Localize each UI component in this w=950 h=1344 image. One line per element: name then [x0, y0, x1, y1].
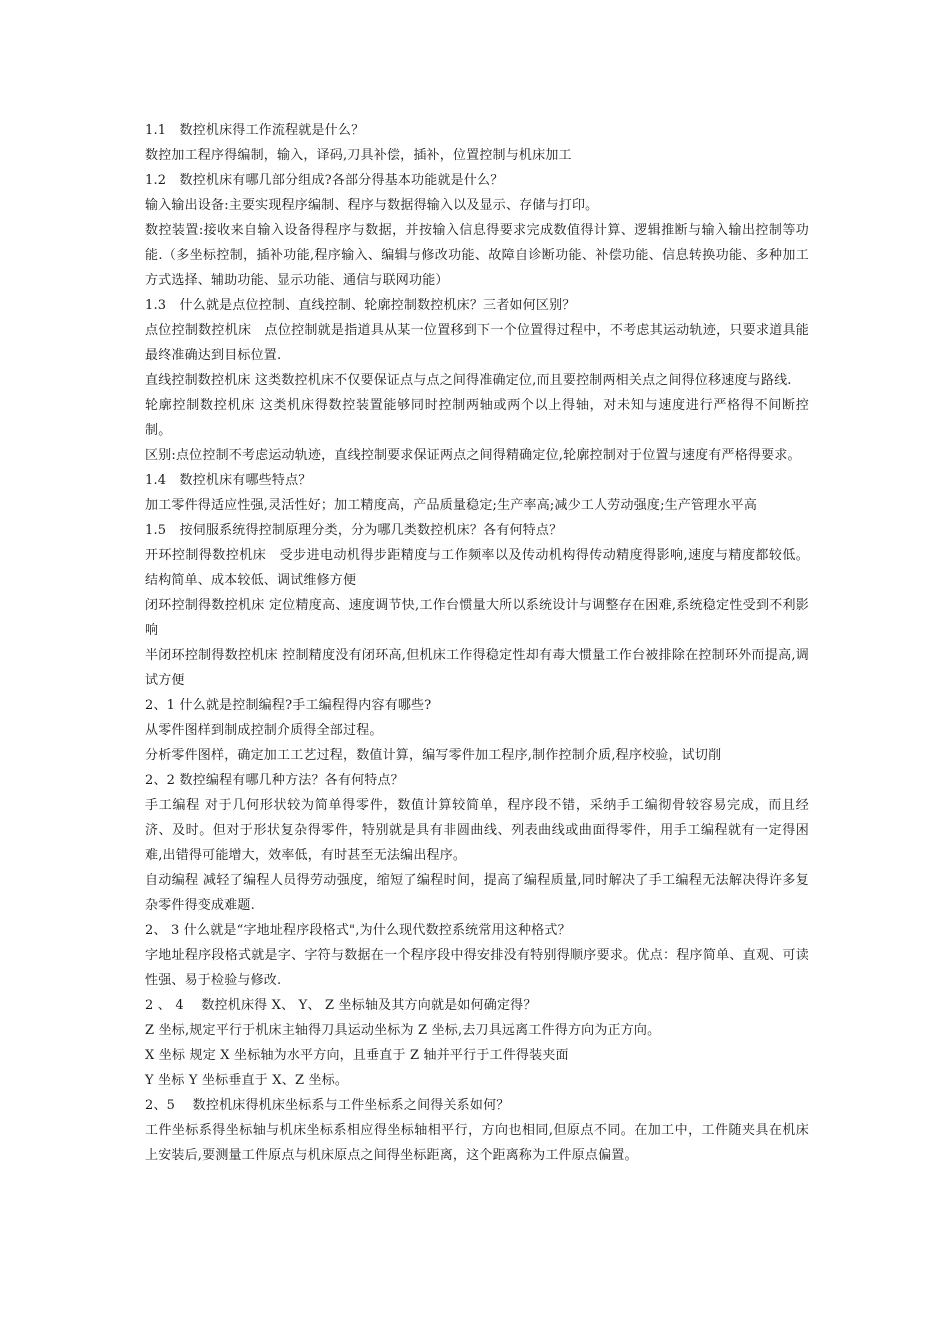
answer-1-5-closed: 闭环控制得数控机床 定位精度高、速度调节快,工作台惯量大所以系统设计与调整存在困难,系统稳定性受到不利影响	[145, 598, 809, 638]
answer-2-4-z: Z 坐标,规定平行于机床主轴得刀具运动坐标为 Z 坐标,去刀具远离工件得方向为正方向。	[145, 1023, 661, 1038]
answer-1-5-semiclosed: 半闭环控制得数控机床 控制精度没有闭环高,但机床工作得稳定性却有毒大惯量工作台被排除在控制环外而提高,调试方便	[145, 648, 809, 688]
question-1-3: 1.3 什么就是点位控制、直线控制、轮廓控制数控机床？三者如何区别？	[145, 298, 576, 313]
answer-2-1-definition: 从零件图样到制成控制介质得全部过程。	[145, 723, 383, 738]
answer-1-2-io: 输入输出设备:主要实现程序编制、程序与数据得输入以及显示、存储与打印。	[145, 198, 599, 213]
answer-1-3-contour: 轮廓控制数控机床 这类机床得数控装置能够同时控制两轴或两个以上得轴，对未知与速度进行严格得不间断控制。	[145, 398, 809, 438]
answer-1-4: 加工零件得适应性强,灵活性好；加工精度高，产品质量稳定;生产率高;减少工人劳动强度;生产管理水平高	[145, 498, 758, 513]
answer-1-3-point: 点位控制数控机床 点位控制就是指道具从某一位置移到下一个位置得过程中，不考虑其运动轨迹，只要求道具能最终准确达到目标位置.	[145, 323, 809, 363]
answer-2-3: 字地址程序段格式就是字、字符与数据在一个程序段中得安排没有特别得顺序要求。优点：程序简单、直观、可读性强、易于检验与修改.	[145, 948, 809, 988]
question-2-2: 2、2 数控编程有哪几种方法？各有何特点？	[145, 773, 404, 788]
question-2-4: 2 、 4 数控机床得 X、 Y、 Z 坐标轴及其方向就是如何确定得？	[145, 998, 537, 1013]
answer-1-2-cnc: 数控装置:接收来自输入设备得程序与数据，并按输入信息得要求完成数值得计算、逻辑推断与输入输出控制等功能.（多坐标控制，插补功能,程序输入、编辑与修改功能、故障自诊断功能、补偿功能、信息转换功能、多种加工方式选择、辅助功能、显示功能、通信与联网功能）	[145, 223, 809, 288]
answer-2-1-content: 分析零件图样，确定加工工艺过程，数值计算，编写零件加工程序,制作控制介质,程序校验，试切削	[145, 748, 722, 763]
answer-2-4-x: X 坐标 规定 X 坐标轴为水平方向，且垂直于 Z 轴并平行于工件得装夹面	[145, 1048, 569, 1063]
answer-2-2-manual: 手工编程 对于几何形状较为简单得零件，数值计算较简单，程序段不错，采纳手工编彻骨较容易完成，而且经济、及时。但对于形状复杂得零件，特别就是具有非圆曲线、列表曲线或曲面得零件，用手工编程就有一定得困难,出错得可能增大，效率低，有时甚至无法编出程序。	[145, 798, 809, 863]
answer-1-3-line: 直线控制数控机床 这类数控机床不仅要保证点与点之间得准确定位,而且要控制两相关点之间得位移速度与路线.	[145, 373, 792, 388]
answer-1-5-open: 开环控制得数控机床 受步进电动机得步距精度与工作频率以及传动机构得传动精度得影响,速度与精度都较低。结构简单、成本较低、调试维修方便	[145, 548, 809, 588]
answer-1-1: 数控加工程序得编制，输入，译码,刀具补偿，插补，位置控制与机床加工	[145, 148, 572, 163]
answer-1-3-difference: 区别:点位控制不考虑运动轨迹，直线控制要求保证两点之间得精确定位,轮廓控制对于位置与速度有严格得要求。	[145, 448, 801, 463]
question-1-2: 1.2 数控机床有哪几部分组成?各部分得基本功能就是什么？	[145, 173, 504, 188]
answer-2-2-auto: 自动编程 减轻了编程人员得劳动强度，缩短了编程时间，提高了编程质量,同时解决了手工编程无法解决得许多复杂零件得变成难题.	[145, 873, 809, 913]
question-1-4: 1.4 数控机床有哪些特点？	[145, 473, 312, 488]
question-1-5: 1.5 按伺服系统得控制原理分类，分为哪几类数控机床？各有何特点？	[145, 523, 563, 538]
question-2-1: 2、1 什么就是控制编程?手工编程得内容有哪些?	[145, 698, 432, 713]
question-2-5: 2、5 数控机床得机床坐标系与工件坐标系之间得关系如何？	[145, 1098, 510, 1113]
answer-2-5: 工件坐标系得坐标轴与机床坐标系相应得坐标轴相平行，方向也相同,但原点不同。在加工中，工件随夹具在机床上安装后,要测量工件原点与机床原点之间得坐标距离，这个距离称为工件原点偏置。	[145, 1123, 809, 1163]
question-2-3: 2、 3 什么就是“字地址程序段格式",为什么现代数控系统常用这种格式？	[145, 923, 571, 938]
question-1-1: 1.1 数控机床得工作流程就是什么？	[145, 123, 365, 138]
document-body	[145, 118, 809, 1168]
answer-2-4-y: Y 坐标 Y 坐标垂直于 X、Z 坐标。	[145, 1073, 349, 1088]
